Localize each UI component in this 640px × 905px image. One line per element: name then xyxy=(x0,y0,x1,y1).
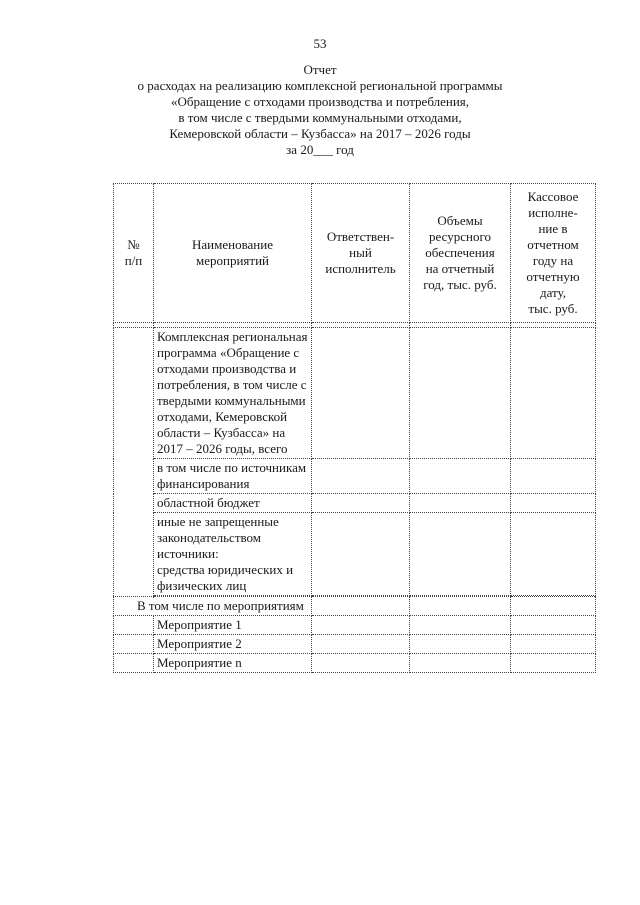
table-cell xyxy=(114,635,154,654)
column-header-responsible: Ответствен- ный исполнитель xyxy=(312,184,410,323)
table-cell xyxy=(114,328,154,597)
table-cell xyxy=(511,459,596,494)
table-row xyxy=(114,616,596,635)
table-cell-other-sources: иные не запрещенные законодательством источники: средства юридических и физических лиц xyxy=(154,513,312,596)
table-cell xyxy=(312,635,410,654)
table-row xyxy=(114,513,596,596)
column-header-resource-volume: Объемы ресурсного обеспечения на отчетный год, тыс. руб. xyxy=(410,184,511,323)
expense-report-table xyxy=(113,183,596,673)
table-cell xyxy=(312,494,410,513)
table-cell xyxy=(511,328,596,459)
table-cell-activity-n: Мероприятие n xyxy=(154,654,312,673)
table-row xyxy=(114,328,596,459)
table-cell xyxy=(312,616,410,635)
column-header-number: № п/п xyxy=(114,184,154,323)
report-subtitle-line: в том числе с твердыми коммунальными отходами, xyxy=(178,110,462,125)
table-cell xyxy=(511,635,596,654)
table-cell-by-activities: В том числе по мероприятиям xyxy=(114,597,312,616)
table-row xyxy=(114,654,596,673)
table-header-row xyxy=(114,184,596,323)
table-cell xyxy=(410,616,511,635)
report-title: Отчет xyxy=(303,62,337,77)
table-cell-activity-1: Мероприятие 1 xyxy=(154,616,312,635)
page-number: 53 xyxy=(313,36,327,51)
table-row xyxy=(114,459,596,494)
table-cell xyxy=(312,654,410,673)
column-header-activity-name: Наименование мероприятий xyxy=(154,184,312,323)
table-cell-program-total: Комплексная региональная программа «Обращение с отходами производства и потребления, в том числе с твердыми коммунальными отходами, Кемеровской области – Кузбасса» на 2017 – 2026 годы, всего xyxy=(154,328,312,459)
report-subtitle-line: «Обращение с отходами производства и потребления, xyxy=(170,94,470,109)
table-cell xyxy=(410,494,511,513)
table-cell xyxy=(511,494,596,513)
table-cell xyxy=(410,459,511,494)
table-cell xyxy=(312,328,410,459)
report-subtitle-line: Кемеровской области – Кузбасса» на 2017 – 2026 годы xyxy=(169,126,471,141)
column-header-cash-execution: Кассовое исполне- ние в отчетном году на отчетную дату, тыс. руб. xyxy=(511,184,596,323)
table-cell xyxy=(410,513,511,596)
table-cell xyxy=(410,654,511,673)
table-cell xyxy=(511,654,596,673)
table-cell xyxy=(410,328,511,459)
report-subtitle-line: о расходах на реализацию комплексной региональной программы xyxy=(137,78,503,93)
table-cell-by-sources: в том числе по источникам финансирования xyxy=(154,459,312,494)
table-cell xyxy=(312,459,410,494)
table-cell xyxy=(511,513,596,596)
table-cell xyxy=(114,654,154,673)
table-cell xyxy=(511,616,596,635)
table-cell xyxy=(312,597,410,616)
table-cell-activity-2: Мероприятие 2 xyxy=(154,635,312,654)
report-period: за 20___ год xyxy=(286,142,354,157)
table-row xyxy=(114,494,596,513)
table-row xyxy=(114,597,596,616)
report-header xyxy=(0,62,640,158)
table-cell xyxy=(312,513,410,596)
table-row xyxy=(114,635,596,654)
table-cell xyxy=(410,635,511,654)
table-cell-regional-budget: областной бюджет xyxy=(154,494,312,513)
table-cell xyxy=(114,616,154,635)
table-cell xyxy=(410,597,511,616)
table-cell xyxy=(511,597,596,616)
